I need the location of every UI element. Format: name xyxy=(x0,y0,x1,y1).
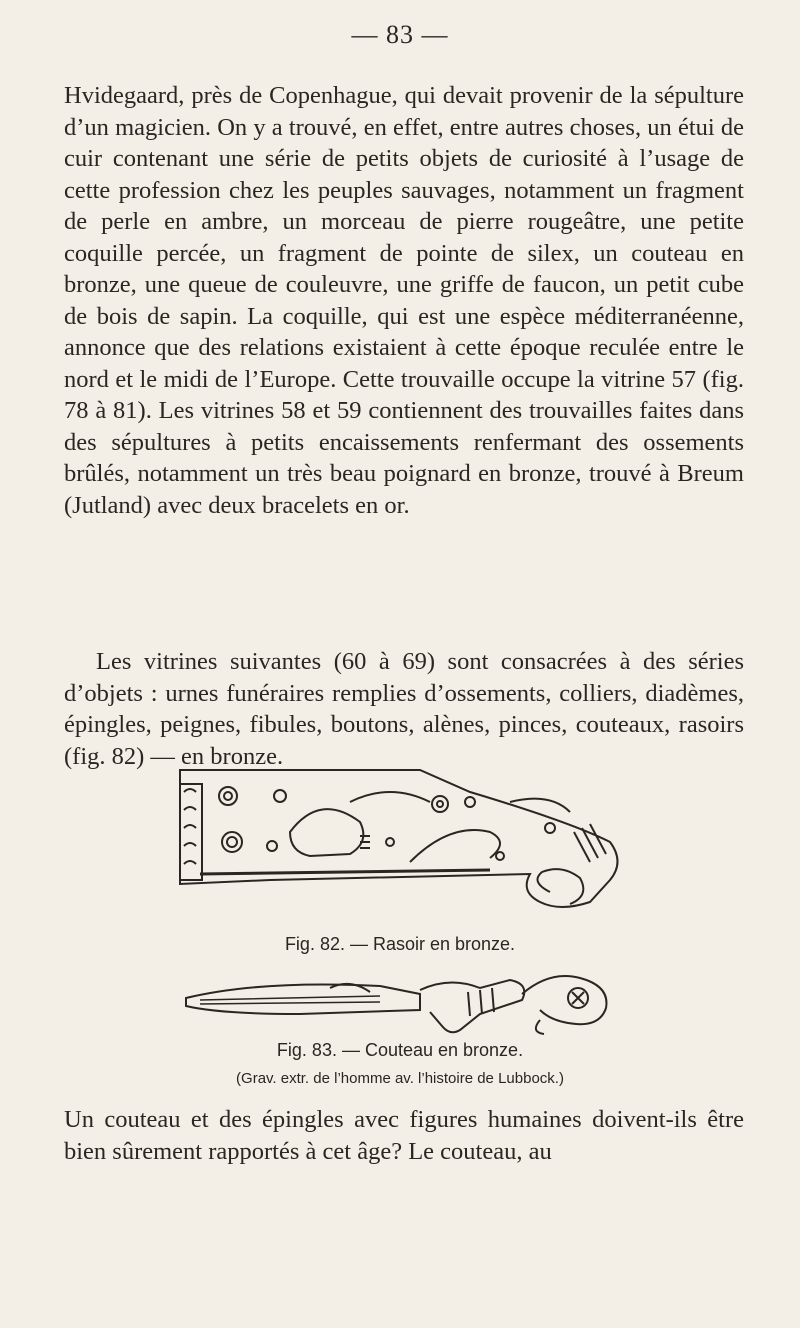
paragraph-3: Un couteau et des épingles avec figures humaines doivent-ils être bien sûrement rapportés à cet âge? Le couteau, au xyxy=(64,1106,744,1165)
razor-engraving xyxy=(170,762,630,922)
paragraph-1: Hvidegaard, près de Copenhague, qui devait provenir de la sépulture d’un magicien. On y a trouvé, en effet, entre autres choses, un étui de cuir contenant une série de petits objets de curiosité à l’usage de cette profession chez les peuples sauvages, notamment un fragment de perle en ambre, un morceau de pierre rougeâtre, une petite coquille percée, un fragment de pointe de silex, un couteau en bronze, une queue de couleuvre, une griffe de faucon, un petit cube de bois de sapin. La coquille, qui est une espèce méditerranéenne, annonce que des relations existaient à cette époque reculée entre le nord et le midi de l’Europe. Cette trouvaille occupe la vitrine 57 (fig. 78 à 81). Les vitrines 58 et 59 contiennent des trouvailles faites dans des sépultures à petits encaissements renfermant des ossements brûlés, notamment un très beau poignard en bronze, trouvé à Breum (Jutland) avec deux bracelets en or. xyxy=(64,82,744,519)
figure-83-source-credit: (Grav. extr. de l’homme av. l’histoire de Lubbock.) xyxy=(236,1070,564,1087)
figure-83-caption: Fig. 83. — Couteau en bronze. xyxy=(276,1040,524,1060)
figure-82-razor-illustration xyxy=(0,762,800,922)
paragraph-2: Les vitrines suivantes (60 à 69) sont consacrées à des séries d’objets : urnes funéraires remplies d’ossements, colliers, diadèmes, épingles, peignes, fibules, boutons, alènes, pinces, couteaux, rasoirs (fig. 82) — en bronze. xyxy=(64,648,744,770)
knife-engraving xyxy=(180,970,620,1040)
figure-82-caption: Fig. 82. — Rasoir en bronze. xyxy=(284,934,516,954)
page-number: — 83 — xyxy=(351,20,449,49)
figure-83-knife-illustration xyxy=(0,970,800,1040)
